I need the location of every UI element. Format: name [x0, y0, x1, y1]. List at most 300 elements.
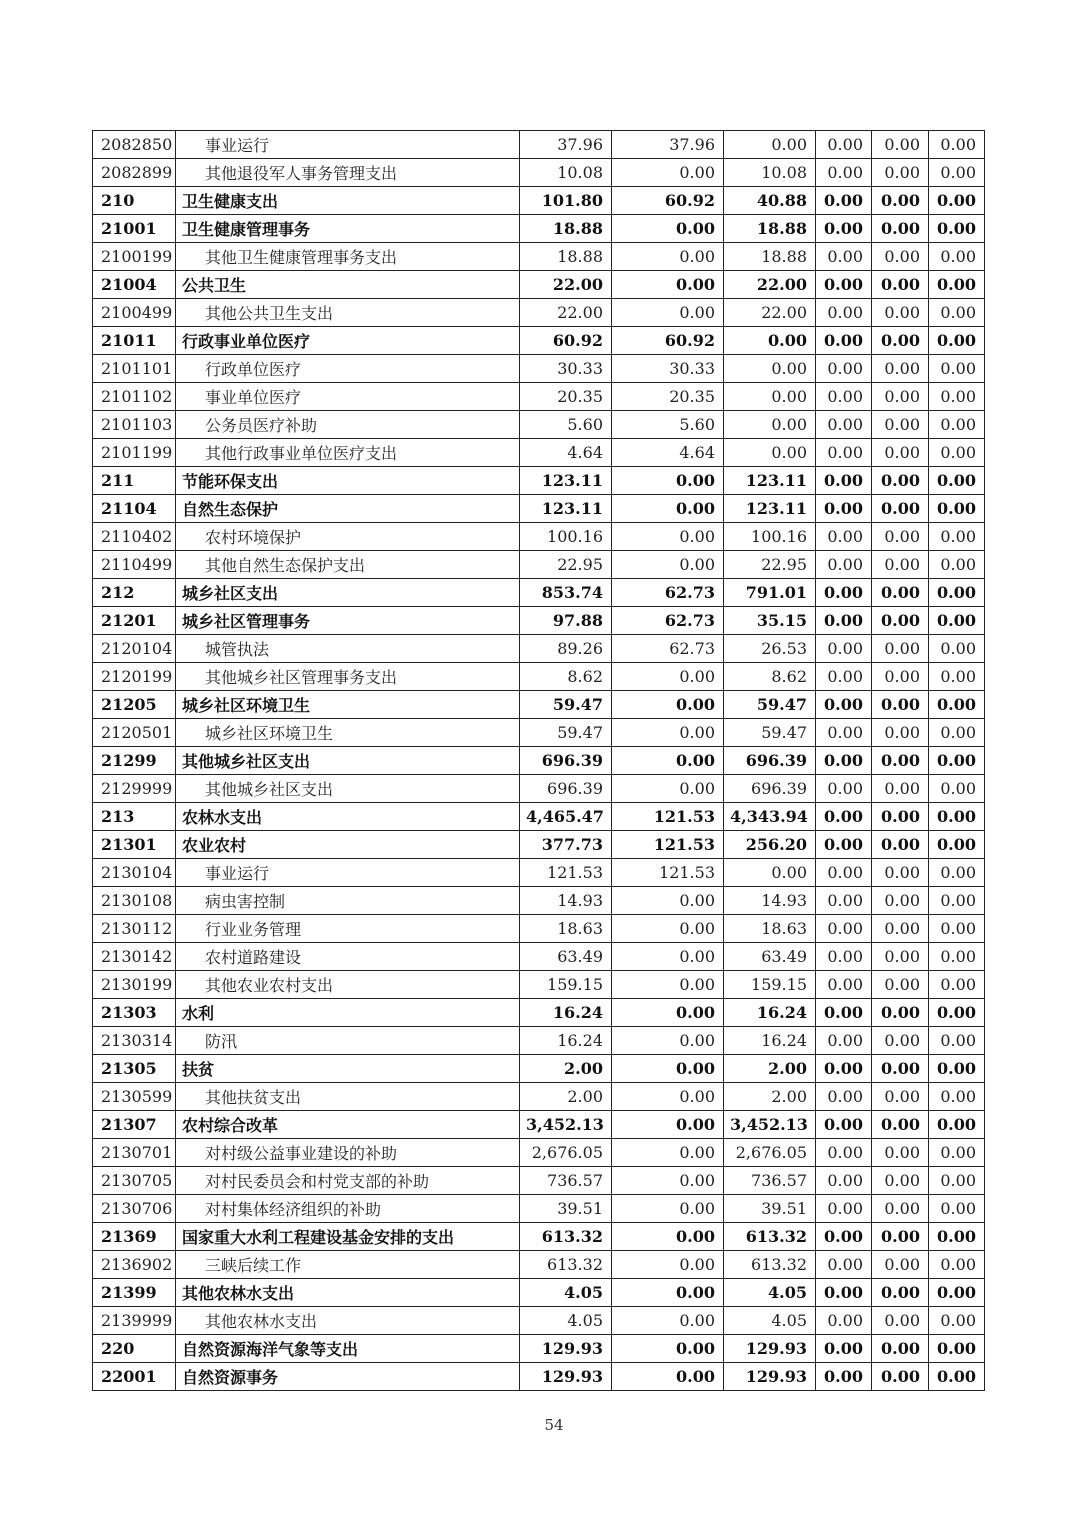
cell-basic: 0.00 [612, 299, 724, 327]
cell-col6: 0.00 [929, 1055, 985, 1083]
cell-col4: 0.00 [816, 1363, 872, 1391]
cell-name: 事业运行 [176, 859, 520, 887]
cell-basic: 0.00 [612, 495, 724, 523]
cell-col4: 0.00 [816, 1139, 872, 1167]
cell-code: 21299 [93, 747, 176, 775]
table-row [93, 131, 985, 159]
table-row [93, 327, 985, 355]
cell-col5: 0.00 [872, 1279, 929, 1307]
cell-col6: 0.00 [929, 915, 985, 943]
cell-col5: 0.00 [872, 215, 929, 243]
cell-col4: 0.00 [816, 299, 872, 327]
cell-col4: 0.00 [816, 1307, 872, 1335]
cell-col5: 0.00 [872, 355, 929, 383]
cell-total: 60.92 [520, 327, 612, 355]
cell-col5: 0.00 [872, 831, 929, 859]
cell-total: 4,465.47 [520, 803, 612, 831]
cell-project: 18.88 [724, 215, 816, 243]
cell-name: 其他公共卫生支出 [176, 299, 520, 327]
cell-col4: 0.00 [816, 775, 872, 803]
cell-total: 613.32 [520, 1223, 612, 1251]
table-row [93, 551, 985, 579]
cell-basic: 0.00 [612, 467, 724, 495]
cell-col5: 0.00 [872, 1167, 929, 1195]
cell-project: 2.00 [724, 1083, 816, 1111]
cell-col4: 0.00 [816, 355, 872, 383]
cell-col5: 0.00 [872, 915, 929, 943]
cell-col6: 0.00 [929, 663, 985, 691]
cell-col4: 0.00 [816, 1279, 872, 1307]
cell-name: 自然资源事务 [176, 1363, 520, 1391]
cell-total: 4.64 [520, 439, 612, 467]
cell-col5: 0.00 [872, 887, 929, 915]
cell-basic: 0.00 [612, 1139, 724, 1167]
cell-col4: 0.00 [816, 411, 872, 439]
cell-col6: 0.00 [929, 831, 985, 859]
cell-code: 210 [93, 187, 176, 215]
cell-total: 39.51 [520, 1195, 612, 1223]
cell-project: 14.93 [724, 887, 816, 915]
cell-basic: 0.00 [612, 1195, 724, 1223]
cell-project: 696.39 [724, 747, 816, 775]
cell-col6: 0.00 [929, 467, 985, 495]
cell-col5: 0.00 [872, 131, 929, 159]
cell-col4: 0.00 [816, 803, 872, 831]
cell-total: 2,676.05 [520, 1139, 612, 1167]
cell-col6: 0.00 [929, 1279, 985, 1307]
table-row [93, 887, 985, 915]
cell-code: 2130108 [93, 887, 176, 915]
cell-code: 2130142 [93, 943, 176, 971]
cell-basic: 0.00 [612, 159, 724, 187]
cell-project: 0.00 [724, 355, 816, 383]
cell-col4: 0.00 [816, 271, 872, 299]
cell-col4: 0.00 [816, 943, 872, 971]
cell-col6: 0.00 [929, 691, 985, 719]
cell-code: 2130701 [93, 1139, 176, 1167]
table-row [93, 775, 985, 803]
cell-code: 21001 [93, 215, 176, 243]
cell-basic: 62.73 [612, 635, 724, 663]
cell-basic: 0.00 [612, 663, 724, 691]
cell-col4: 0.00 [816, 999, 872, 1027]
cell-total: 129.93 [520, 1335, 612, 1363]
table-row [93, 1111, 985, 1139]
cell-project: 129.93 [724, 1335, 816, 1363]
cell-basic: 0.00 [612, 747, 724, 775]
cell-basic: 60.92 [612, 327, 724, 355]
cell-basic: 0.00 [612, 943, 724, 971]
cell-col4: 0.00 [816, 607, 872, 635]
cell-project: 0.00 [724, 439, 816, 467]
cell-col4: 0.00 [816, 439, 872, 467]
cell-col4: 0.00 [816, 635, 872, 663]
cell-total: 14.93 [520, 887, 612, 915]
cell-col4: 0.00 [816, 915, 872, 943]
cell-name: 公共卫生 [176, 271, 520, 299]
table-row [93, 943, 985, 971]
cell-col4: 0.00 [816, 691, 872, 719]
cell-total: 853.74 [520, 579, 612, 607]
table-row [93, 663, 985, 691]
cell-total: 22.95 [520, 551, 612, 579]
cell-col6: 0.00 [929, 943, 985, 971]
cell-basic: 0.00 [612, 1111, 724, 1139]
cell-col4: 0.00 [816, 1027, 872, 1055]
cell-col4: 0.00 [816, 747, 872, 775]
cell-project: 4.05 [724, 1279, 816, 1307]
cell-col4: 0.00 [816, 327, 872, 355]
cell-total: 2.00 [520, 1083, 612, 1111]
cell-project: 18.88 [724, 243, 816, 271]
cell-code: 2139999 [93, 1307, 176, 1335]
table-row [93, 831, 985, 859]
cell-project: 59.47 [724, 691, 816, 719]
cell-total: 37.96 [520, 131, 612, 159]
cell-project: 0.00 [724, 383, 816, 411]
table-row [93, 1223, 985, 1251]
cell-project: 129.93 [724, 1363, 816, 1391]
cell-project: 2.00 [724, 1055, 816, 1083]
cell-name: 事业单位医疗 [176, 383, 520, 411]
cell-code: 2130706 [93, 1195, 176, 1223]
cell-col6: 0.00 [929, 719, 985, 747]
cell-col5: 0.00 [872, 327, 929, 355]
cell-basic: 0.00 [612, 1223, 724, 1251]
cell-col5: 0.00 [872, 187, 929, 215]
cell-col4: 0.00 [816, 523, 872, 551]
cell-col4: 0.00 [816, 663, 872, 691]
cell-col4: 0.00 [816, 579, 872, 607]
table-row [93, 1139, 985, 1167]
cell-col6: 0.00 [929, 775, 985, 803]
cell-name: 扶贫 [176, 1055, 520, 1083]
table-row [93, 971, 985, 999]
cell-col5: 0.00 [872, 971, 929, 999]
table-row [93, 187, 985, 215]
cell-code: 2110402 [93, 523, 176, 551]
cell-total: 18.88 [520, 243, 612, 271]
cell-basic: 0.00 [612, 775, 724, 803]
cell-project: 0.00 [724, 411, 816, 439]
cell-project: 256.20 [724, 831, 816, 859]
table-row [93, 439, 985, 467]
cell-name: 其他卫生健康管理事务支出 [176, 243, 520, 271]
cell-col6: 0.00 [929, 859, 985, 887]
cell-project: 16.24 [724, 999, 816, 1027]
cell-total: 5.60 [520, 411, 612, 439]
cell-basic: 0.00 [612, 1279, 724, 1307]
cell-code: 2120199 [93, 663, 176, 691]
cell-col6: 0.00 [929, 1335, 985, 1363]
cell-code: 2101101 [93, 355, 176, 383]
cell-name: 事业运行 [176, 131, 520, 159]
cell-code: 2130314 [93, 1027, 176, 1055]
cell-basic: 4.64 [612, 439, 724, 467]
table-row [93, 243, 985, 271]
cell-basic: 0.00 [612, 1027, 724, 1055]
cell-col5: 0.00 [872, 1223, 929, 1251]
cell-col6: 0.00 [929, 1167, 985, 1195]
table-row [93, 999, 985, 1027]
cell-total: 18.63 [520, 915, 612, 943]
cell-col6: 0.00 [929, 1027, 985, 1055]
cell-name: 其他城乡社区支出 [176, 747, 520, 775]
cell-name: 其他农林水支出 [176, 1279, 520, 1307]
cell-col5: 0.00 [872, 1363, 929, 1391]
cell-col5: 0.00 [872, 1027, 929, 1055]
cell-code: 21201 [93, 607, 176, 635]
table-row [93, 411, 985, 439]
table-row [93, 495, 985, 523]
cell-col6: 0.00 [929, 1139, 985, 1167]
cell-basic: 62.73 [612, 579, 724, 607]
cell-name: 卫生健康支出 [176, 187, 520, 215]
cell-col4: 0.00 [816, 831, 872, 859]
cell-col4: 0.00 [816, 1111, 872, 1139]
cell-col6: 0.00 [929, 1111, 985, 1139]
cell-total: 59.47 [520, 719, 612, 747]
table-row [93, 1279, 985, 1307]
cell-basic: 0.00 [612, 691, 724, 719]
cell-total: 8.62 [520, 663, 612, 691]
cell-total: 18.88 [520, 215, 612, 243]
cell-col5: 0.00 [872, 411, 929, 439]
budget-table-container [92, 130, 984, 1391]
table-row [93, 299, 985, 327]
cell-total: 22.00 [520, 299, 612, 327]
cell-col5: 0.00 [872, 1251, 929, 1279]
cell-basic: 0.00 [612, 1167, 724, 1195]
cell-col5: 0.00 [872, 775, 929, 803]
cell-code: 21301 [93, 831, 176, 859]
cell-basic: 0.00 [612, 215, 724, 243]
cell-col4: 0.00 [816, 131, 872, 159]
table-row [93, 579, 985, 607]
table-row [93, 1251, 985, 1279]
cell-col5: 0.00 [872, 1083, 929, 1111]
cell-basic: 121.53 [612, 831, 724, 859]
cell-name: 行业业务管理 [176, 915, 520, 943]
table-row [93, 159, 985, 187]
cell-code: 212 [93, 579, 176, 607]
cell-col6: 0.00 [929, 803, 985, 831]
cell-total: 2.00 [520, 1055, 612, 1083]
cell-basic: 0.00 [612, 1307, 724, 1335]
cell-name: 其他城乡社区支出 [176, 775, 520, 803]
cell-project: 613.32 [724, 1251, 816, 1279]
cell-col5: 0.00 [872, 1335, 929, 1363]
cell-project: 22.00 [724, 271, 816, 299]
cell-col5: 0.00 [872, 1195, 929, 1223]
cell-project: 4,343.94 [724, 803, 816, 831]
cell-col6: 0.00 [929, 607, 985, 635]
cell-code: 2101103 [93, 411, 176, 439]
cell-basic: 0.00 [612, 915, 724, 943]
cell-name: 水利 [176, 999, 520, 1027]
cell-col6: 0.00 [929, 1195, 985, 1223]
cell-col5: 0.00 [872, 159, 929, 187]
cell-code: 2101199 [93, 439, 176, 467]
cell-col6: 0.00 [929, 243, 985, 271]
cell-name: 城乡社区环境卫生 [176, 691, 520, 719]
cell-col6: 0.00 [929, 355, 985, 383]
cell-basic: 121.53 [612, 859, 724, 887]
cell-project: 35.15 [724, 607, 816, 635]
cell-code: 21011 [93, 327, 176, 355]
cell-total: 101.80 [520, 187, 612, 215]
cell-col5: 0.00 [872, 747, 929, 775]
cell-total: 20.35 [520, 383, 612, 411]
table-row [93, 355, 985, 383]
cell-col5: 0.00 [872, 551, 929, 579]
cell-basic: 0.00 [612, 551, 724, 579]
cell-code: 2130705 [93, 1167, 176, 1195]
cell-col4: 0.00 [816, 719, 872, 747]
budget-table [92, 130, 985, 1391]
cell-name: 其他城乡社区管理事务支出 [176, 663, 520, 691]
cell-col4: 0.00 [816, 215, 872, 243]
cell-name: 农业农村 [176, 831, 520, 859]
table-row [93, 215, 985, 243]
cell-basic: 30.33 [612, 355, 724, 383]
cell-code: 22001 [93, 1363, 176, 1391]
cell-project: 16.24 [724, 1027, 816, 1055]
cell-col4: 0.00 [816, 383, 872, 411]
table-row [93, 523, 985, 551]
cell-name: 节能环保支出 [176, 467, 520, 495]
cell-code: 2130199 [93, 971, 176, 999]
cell-total: 4.05 [520, 1307, 612, 1335]
cell-name: 农村道路建设 [176, 943, 520, 971]
cell-col4: 0.00 [816, 887, 872, 915]
cell-col6: 0.00 [929, 327, 985, 355]
cell-code: 21104 [93, 495, 176, 523]
cell-col5: 0.00 [872, 663, 929, 691]
cell-col6: 0.00 [929, 439, 985, 467]
cell-col5: 0.00 [872, 943, 929, 971]
cell-col5: 0.00 [872, 383, 929, 411]
cell-col4: 0.00 [816, 467, 872, 495]
cell-total: 22.00 [520, 271, 612, 299]
cell-name: 其他行政事业单位医疗支出 [176, 439, 520, 467]
cell-col6: 0.00 [929, 747, 985, 775]
cell-project: 63.49 [724, 943, 816, 971]
cell-total: 377.73 [520, 831, 612, 859]
cell-col5: 0.00 [872, 495, 929, 523]
cell-col6: 0.00 [929, 131, 985, 159]
cell-total: 10.08 [520, 159, 612, 187]
cell-project: 40.88 [724, 187, 816, 215]
cell-code: 2129999 [93, 775, 176, 803]
cell-col6: 0.00 [929, 523, 985, 551]
cell-code: 2130599 [93, 1083, 176, 1111]
cell-col4: 0.00 [816, 243, 872, 271]
table-row [93, 803, 985, 831]
cell-code: 21305 [93, 1055, 176, 1083]
cell-name: 卫生健康管理事务 [176, 215, 520, 243]
cell-col5: 0.00 [872, 299, 929, 327]
cell-col6: 0.00 [929, 1363, 985, 1391]
table-row [93, 1083, 985, 1111]
cell-basic: 0.00 [612, 971, 724, 999]
cell-basic: 0.00 [612, 1083, 724, 1111]
cell-col4: 0.00 [816, 1251, 872, 1279]
cell-total: 59.47 [520, 691, 612, 719]
cell-project: 159.15 [724, 971, 816, 999]
table-row [93, 1027, 985, 1055]
cell-code: 21307 [93, 1111, 176, 1139]
cell-code: 21369 [93, 1223, 176, 1251]
cell-col5: 0.00 [872, 607, 929, 635]
cell-total: 123.11 [520, 467, 612, 495]
cell-total: 89.26 [520, 635, 612, 663]
cell-code: 213 [93, 803, 176, 831]
cell-col6: 0.00 [929, 383, 985, 411]
cell-total: 16.24 [520, 999, 612, 1027]
cell-name: 病虫害控制 [176, 887, 520, 915]
cell-project: 39.51 [724, 1195, 816, 1223]
cell-total: 696.39 [520, 747, 612, 775]
table-row [93, 467, 985, 495]
cell-col5: 0.00 [872, 439, 929, 467]
cell-col4: 0.00 [816, 1055, 872, 1083]
cell-total: 613.32 [520, 1251, 612, 1279]
cell-project: 3,452.13 [724, 1111, 816, 1139]
cell-total: 121.53 [520, 859, 612, 887]
cell-basic: 37.96 [612, 131, 724, 159]
cell-col5: 0.00 [872, 1307, 929, 1335]
table-row [93, 915, 985, 943]
cell-name: 农村综合改革 [176, 1111, 520, 1139]
cell-col6: 0.00 [929, 635, 985, 663]
cell-basic: 5.60 [612, 411, 724, 439]
cell-col5: 0.00 [872, 635, 929, 663]
cell-name: 国家重大水利工程建设基金安排的支出 [176, 1223, 520, 1251]
cell-col4: 0.00 [816, 187, 872, 215]
cell-name: 其他自然生态保护支出 [176, 551, 520, 579]
cell-project: 8.62 [724, 663, 816, 691]
cell-col6: 0.00 [929, 971, 985, 999]
cell-project: 59.47 [724, 719, 816, 747]
cell-col5: 0.00 [872, 243, 929, 271]
cell-total: 16.24 [520, 1027, 612, 1055]
table-row [93, 1363, 985, 1391]
cell-name: 农林水支出 [176, 803, 520, 831]
table-row [93, 271, 985, 299]
cell-name: 对村级公益事业建设的补助 [176, 1139, 520, 1167]
cell-total: 123.11 [520, 495, 612, 523]
cell-col5: 0.00 [872, 579, 929, 607]
cell-project: 10.08 [724, 159, 816, 187]
cell-code: 2130104 [93, 859, 176, 887]
cell-project: 0.00 [724, 131, 816, 159]
cell-col6: 0.00 [929, 215, 985, 243]
cell-col5: 0.00 [872, 271, 929, 299]
cell-project: 26.53 [724, 635, 816, 663]
cell-name: 城乡社区环境卫生 [176, 719, 520, 747]
cell-project: 4.05 [724, 1307, 816, 1335]
cell-name: 其他农林水支出 [176, 1307, 520, 1335]
cell-name: 三峡后续工作 [176, 1251, 520, 1279]
cell-name: 农村环境保护 [176, 523, 520, 551]
cell-project: 0.00 [724, 859, 816, 887]
table-row [93, 607, 985, 635]
cell-project: 18.63 [724, 915, 816, 943]
cell-basic: 0.00 [612, 243, 724, 271]
cell-col4: 0.00 [816, 1167, 872, 1195]
cell-name: 其他扶贫支出 [176, 1083, 520, 1111]
